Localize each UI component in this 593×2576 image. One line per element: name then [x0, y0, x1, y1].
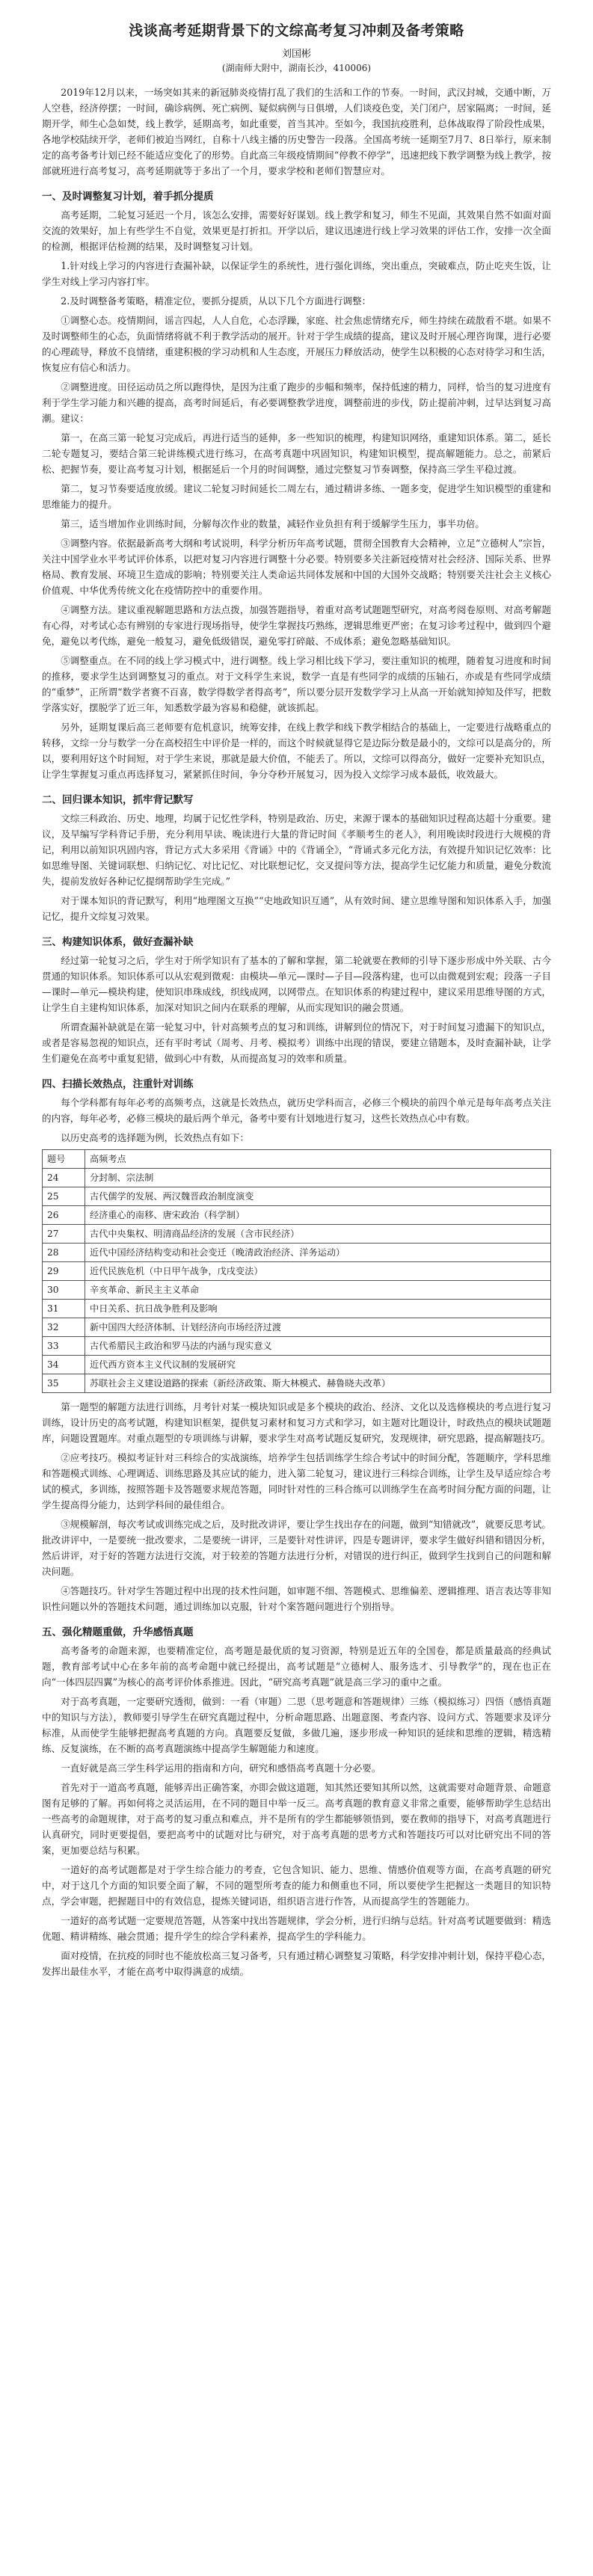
- question-number-cell: 31: [43, 1300, 85, 1318]
- body-paragraph: ②应考技巧。模拟考证针对三科综合的实战演练，培养学生包括训练学生综合考试中的时间分配，答题顺序，学科思维和答题模式训练、心理调适、训练思路及其应试的能力，进入第二轮复习，建议进行三科综合训练，让学生及早适应综合考试的模式，多训练，按照答题卡及答题要求规范答题，同时针对性的三科合练可以训练学生在高考时间分配方面的问题，让学生提高得分能力，达到学科间的最佳组合。: [42, 1452, 551, 1510]
- body-paragraph: 以历史高考的选择题为例，长效热点有如下：: [61, 1132, 250, 1143]
- topic-cell: 古代儒学的发展、两汉魏晋政治制度演变: [85, 1187, 551, 1206]
- body-paragraph: ④调整方法。建议重视解题思路和方法点拨，加强答题指导，着重对高考试题题型研究，对高考阅卷原则、对高考解题有心得，对考试心态有辨别的专家进行现场指导，使学生掌握技巧熟练，逻辑思维更严密；在复习诊考过程中，做到四个避免，避免以考代练，避免一般复习，避免低级错误，避免零打碎敲、不成体系；避免忽略基础知识。: [42, 604, 551, 647]
- section-heading: 三、构建知识体系，做好查漏补缺: [42, 936, 194, 948]
- table-row: [43, 1244, 551, 1262]
- body-paragraph: 每个学科都有每年必考的高频考点，这就是长效热点，就历史学科而言，必修三个模块的前四个单元是每年高考点关注的内容，每年必考，必修三模块的最后两个单元，备考中要有计划地进行复习，这些长效热点心中有数。: [42, 1097, 551, 1124]
- body-paragraph: ⑤调整重点。在不同的线上学习模式中，进行调整。线上学习相比线下学习，要注重知识的梳理，随着复习进度和时间的推移，要求学生达到调整复习的重点。对于文科学生来说，数学一直是有些同学的成绩的压轴石，亦或是有些同学成绩的“重梦”，正所谓“数学者赛不百喜，数学得数学者得高考”，所以要分层开发数学学习上从高一开始就知掉知及伴写，把数学落实好，摆脱学了近三年，知悉数学最为容易和稳健，就该抓起。: [42, 655, 551, 713]
- body-paragraph: 对于高考真题，一定要研究透彻，做到：一看（审题）二思（思考题意和答题规律）三练（模拟练习）四悟（感悟真题中的知识与方法），教师要引导学生在研究真题过程中，分析命题思路、出题意图、考查内容、设问方式、答题要求及评分标准，从而使学生能够把握高考真题的方向。真题要反复做，多做几遍，逐步形成一种知识的延续和思维的逻辑，精选精练、反复演练，在不断的高考真题演练中提高学生解题能力和速度。: [42, 1696, 551, 1754]
- topic-cell: 分封制、宗法制: [85, 1169, 551, 1187]
- topic-cell: 新中国四大经济体制、计划经济向市场经济过渡: [85, 1318, 551, 1337]
- table-row: [43, 1225, 551, 1244]
- table-row: [43, 1262, 551, 1281]
- question-number-cell: 34: [43, 1356, 85, 1374]
- topic-cell: 古代中央集权、明清商品经济的发展（含市民经济）: [85, 1225, 551, 1244]
- table-header-cell: 高频考点: [85, 1150, 551, 1169]
- after-table-paragraphs: [42, 1399, 551, 1614]
- table-row: [43, 1318, 551, 1337]
- table-row: [43, 1169, 551, 1187]
- question-number-cell: 33: [43, 1337, 85, 1356]
- body-paragraph: 高考延期，二轮复习延迟一个月，该怎么安排，需要好好谋划。线上教学和复习，师生不见面，其效果自然不如面对面交流的效果好，加上有些学生不自觉，效果更是打折扣。开学以后，建议迅速进行线上学习效果的评估工作，安排一次全面的检测，根据评估检测的结果，及时调整复习计划。: [42, 209, 551, 252]
- body-paragraph: 2.及时调整备考策略，精准定位，要抓分提质，从以下几个方面进行调整：: [61, 295, 372, 307]
- body-paragraph: 第三，适当增加作业训练时间，分解每次作业的数量，减轻作业负担有利于缓解学生压力，事半功倍。: [61, 518, 485, 529]
- body-paragraph: ②调整进度。田径运动员之所以跑得快，是因为注重了跑步的步幅和频率，保持低速的精力，同样，恰当的复习进度有利于学生学习能力和兴趣的提高，高考时间延后，有必要调整教学进度，调整前进的步伐，防止提前冲刺，过早达到复习高潮。建议：: [42, 381, 551, 424]
- body-paragraph: 1.针对线上学习的内容进行查漏补缺，以保证学生的系统性，进行强化训练，突出重点，突破难点，防止吃夹生饭，让学生对线上学习内容打牢。: [42, 260, 551, 287]
- topic-cell: 中日关系、抗日战争胜利及影响: [85, 1300, 551, 1318]
- table-row: [43, 1206, 551, 1225]
- body-paragraph: 首先对于一道高考真题，能够弄出正确答案，亦即会做这道题，知其然还要知其所以然，这就需要对命题背景、命题意图有足够的了解。再如何将之灵活运用，在不同的题目中举一反三。高考真题的教育意义非常之重要，能够帮助学生总结出一些高考的命题规律，对于高考的复习重点和难点，并不是所有的学生都能够领悟到，要在教师的指导下，对高考真题进行认真研究，同时更要提倡，要把高考中的试题对比与研究，对于高考真题的思考方式和答题技巧可以对比研究出不同的答案，更加要总结与积累。: [42, 1782, 551, 1856]
- question-number-cell: 32: [43, 1318, 85, 1337]
- author-affiliation: (湖南师大附中，湖南长沙，410006): [221, 63, 372, 73]
- topic-cell: 近代民族危机（中日甲午战争，戊戌变法）: [85, 1262, 551, 1281]
- body-paragraph: ③调整内容。依据最新高考大纲和考试说明，科学分析历年高考试题，贯彻全国教育大会精神，立足“立德树人”宗旨，关注中国学业水平考试评价体系，以把对复习内容进行调整十分必要。特别要多关注新冠疫情对社会经济、国际关系、世界格局、教育发展、环境卫生造成的影响；特别要关注人类命运共同体发展和中国的大国外交战略；特别要关注社会主义核心价值观、中华优秀传统文化在疫情防控中的重要作用。: [42, 538, 551, 596]
- body-paragraph: 一道好的高考试题一定要规范答题，从答案中找出答题规律，学会分析，进行归纳与总结。针对高考试题要做到：精选优题、精讲精练、融会贯通；提升学生的综合学科素养，提高学生的学科能力。: [42, 1915, 551, 1942]
- body-paragraph: 一道好的高考试题都是对于学生综合能力的考查，它包含知识、能力、思维、情感价值观等方面，在高考真题的研究中，对于这几个方面的知识要全面了解，不同的题型所考查的能力和侧重也不同，所以要使学生把握这一类题目的知识特点，学会审题，把握题目中的有效信息，提炼关键词语，组织语言进行作答，从而提高学生的答题能力。: [42, 1864, 551, 1907]
- body-sections-2: [42, 1623, 551, 1979]
- body-paragraph: ④答题技巧。针对学生答题过程中出现的技术性问题，如审题不细、答题模式、思维偏差、逻辑推理、语言表达等非知识性问题以外的答题技术问题，通过训练加以克服，针对个案答题问题进行个别指导。: [42, 1585, 551, 1612]
- section-heading: 二、回归课本知识，抓牢背记默写: [42, 794, 194, 806]
- body-paragraph: 第二，复习节奏要适度放缓。建议二轮复习时间延长二周左右，通过精讲多练、一题多变，促进学生知识模型的重建和思维能力的提升。: [42, 483, 551, 510]
- question-number-cell: 35: [43, 1374, 85, 1393]
- question-number-cell: 29: [43, 1262, 85, 1281]
- topic-cell: 近代中国经济结构变动和社会变迁（晚清政治经济、洋务运动）: [85, 1244, 551, 1262]
- question-number-cell: 27: [43, 1225, 85, 1244]
- table-row: [43, 1281, 551, 1300]
- body-sections: [42, 84, 551, 1146]
- body-paragraph: 文综三科政治、历史、地理，均属于记忆性学科，特别是政治、历史，来源于课本的基础知识过程高达超十分重要。建议，及早编写学科背记手册，充分利用早读、晚读进行大量的背记时间《孝顺考生的老人》，利用晚读时段进行大规模的背记，利用以前知识巩固内容，背记方式大多采用《背诵》中的《背诵全》，“背诵式多元化方法，有效提升知识记忆效率：比如思维导图、关键词联想、归纳记忆、对比记忆、对比联想记忆，交叉提问等方法，提高学生记忆能力和质量，避免分数流失，提前发放好各种记忆提纲帮助学生完成。”: [42, 813, 551, 887]
- question-number-cell: 25: [43, 1187, 85, 1206]
- table-row: [43, 1356, 551, 1374]
- high-frequency-topics-table: [42, 1149, 551, 1393]
- topic-cell: 古代希腊民主政治和罗马法的内涵与现实意义: [85, 1337, 551, 1356]
- question-number-cell: 24: [43, 1169, 85, 1187]
- topic-cell: 辛亥革命、新民主主义革命: [85, 1281, 551, 1300]
- body-paragraph: 第一，在高三第一轮复习完成后，再进行适当的延伸，多一些知识的梳理，构建知识网络，重建知识体系。第二，延长二轮专题复习，要结合第三轮讲练模式进行练习，在高考真题中巩固知识，构建知识模型，提高解题能力。总之，前紧后松、把握节奏，要让高考复习计划，根据延后一个月的时间调整，通过完整复习节奏调整，保持高三学生平稳过渡。: [42, 432, 551, 475]
- table-row: [43, 1337, 551, 1356]
- body-paragraph: 一直好就是高三学生科学运用的指南和方向，研究和感悟高考真题十分必要。: [61, 1762, 381, 1774]
- author-name: 刘国彬: [281, 49, 311, 60]
- topic-cell: 经济重心的南移、唐宋政治（科学制）: [85, 1206, 551, 1225]
- body-paragraph: 2019年12月以来，一场突如其来的新冠肺炎疫情打乱了我们的生活和工作的节奏。一时间，武汉封城，交通中断，万人空巷，经济停摆；一时间，确诊病例、死亡病例、疑似病例与日俱增，人们谈疫色变，关门闭户，居家隔离；一时间，延期开学，师生心急如焚，线上教学，延期高考，如此重要，首当其冲。至如今，我国抗疫胜利，总体战取得了阶段性成果，各地学校陆续开学，老师们被迫当网红，自称十八线主播的历史警告一段落。全国高考统一延期至7月7、8日举行，原来制定的高考备考计划已经不能适应变化了的形势。自此高三年级疫情期间“停教不停学”，迅速把线下教学调整为线上教学，按部就班进行高考复习，高考延期就等于多出了一个月，要求学校和老师们智慧应对。: [42, 87, 551, 176]
- table-row: [43, 1374, 551, 1393]
- question-number-cell: 28: [43, 1244, 85, 1262]
- section-heading: 五、强化精题重做，升华感悟真题: [42, 1626, 194, 1638]
- body-paragraph: 面对疫情，在抗疫的同时也不能放松高三复习备考，只有通过精心调整复习策略，科学安排冲刺计划，保持平稳心态，发挥出最佳水平，才能在高考中取得满意的成绩。: [42, 1950, 551, 1977]
- body-paragraph: ①调整心态。疫情期间，谣言四起，人人自危，心态浮躁，家庭、社会焦虑情绪充斥，师生持续在疏散看不堪。如果不及时调整师生的心态，负面情绪将就不利于教学活动的展开。针对于学生成绩的提高，建议及时开展心理咨询课，进行必要的心理疏导，释放不良情绪，重建积极的学习动机和人生态度，开展压力释放活动，使学生以积极的心态对待学习和生活，恢复应有信心和活力。: [42, 315, 551, 373]
- topic-cell: 苏联社会主义建设道路的探索（新经济政策、斯大林模式、赫鲁晓夫改革）: [85, 1374, 551, 1393]
- question-number-cell: 30: [43, 1281, 85, 1300]
- section-heading: 一、及时调整复习计划，着手抓分提质: [42, 191, 214, 203]
- topic-cell: 近代西方资本主义代议制的发展研究: [85, 1356, 551, 1374]
- body-paragraph: 高考备考的命题来源，也要精准定位，高考题是最优质的复习资源，特别是近五年的全国卷，都是质量最高的经典试题，教育部考试中心在多年前的高考命题中就已经提出，高考试题是“立德树人、服务选才、引导教学”的，现在也正在向“一体四层四翼”为核心的高考评价体系推进。因此，“研究高考真题”就是高三学习的重中之重。: [42, 1645, 551, 1688]
- body-paragraph: ③规模解剖，每次考试或训练完成之后，及时批改讲评，要让学生找出存在的问题，做到“知错就改”，就要反思考试。批改讲评中，一是要统一批改要求，二是要统一讲评，三是要针对性讲评，四是专题讲评，要求学生做好纠错和错因分析，然后讲评，对于好的答题方法进行交流，对于较差的答题方法进行分析，对错误的进行纠正，做到学生找到自己的问题和解决问题。: [42, 1519, 551, 1577]
- body-paragraph: 对于课本知识的背记默写，利用“地理图文互换”“史地政知识互通”，从有效时间、建立思维导图和知识体系入手，加强记忆，提升文综复习效果。: [42, 895, 551, 922]
- table-header-row: [43, 1150, 551, 1169]
- section-heading: 四、扫描长效热点，注重针对训练: [42, 1078, 194, 1090]
- table-row: [43, 1187, 551, 1206]
- body-paragraph: 经过第一轮复习之后，学生对于所学知识有了基本的了解和掌握，第二轮就要在教师的引导下逐步形成中外关联、古今贯通的知识体系。知识体系可以从宏观到微观：由模块—单元—课时—子目—段落构建，也可以由微观到宏观；段落一子目—课时—单元—模块构建，使知识串珠成线，织线成网，以网带点。在知识体系的构建过程中，建议采用思维导图的方式，让学生自主建构知识体系，加深对知识之间内在联系的理解，从而实现知识的融会贯通。: [42, 955, 551, 1013]
- table-header-cell: 题号: [43, 1150, 85, 1169]
- body-paragraph: 第一题型的解题方法进行训练，月考针对某一模块知识或是多个模块的政治、经济、文化以及选修模块的考点进行复习训练，设计历史的高考试题，构建知识框架，提供复习素材和复习方式和学习，如主题对比题设计，时政热点的模块试题题库，问题设置题库。对重点题型的专项训练与讲解，要求学生对高考试题反复研究，发现规律，研究思路，提高解题技巧。: [42, 1401, 551, 1444]
- body-paragraph: 另外，延期复课后高三老师要有危机意识，统筹安排，在线上教学和线下教学相结合的基础上，一定要进行战略重点的转移，文综一分与数学一分在高校招生中评价是一样的，而这个时候就显得它是边际分数是最小的，文综可以是高分的，所以，要利用好这个时间短，对于学生来说，那就是最大价值，不能丢了。所以，文综可以得高分，做好一定要补充知识点，让学生掌握复习重点再选择复习，紧紧抓住时间，争分夺秒开展复习，因为投入文综学习成本最低，收效最大。: [42, 722, 551, 780]
- table-row: [43, 1300, 551, 1318]
- article-title: 浅谈高考延期背景下的文综高考复习冲刺及备考策略: [129, 22, 464, 39]
- question-number-cell: 26: [43, 1206, 85, 1225]
- body-paragraph: 所谓查漏补缺就是在第一轮复习中，针对高频考点的复习和训练，讲解到位的情况下，对于时间复习遗漏下的知识点，或者是容易忽视的知识点，还有平时考试（周考、月考、模拟考）训练中出现的错误，要建立错题本，及时查漏补缺，让学生们避免在高考中重复犯错，做到心中有数，从而提高复习的效率和质量。: [42, 1021, 551, 1064]
